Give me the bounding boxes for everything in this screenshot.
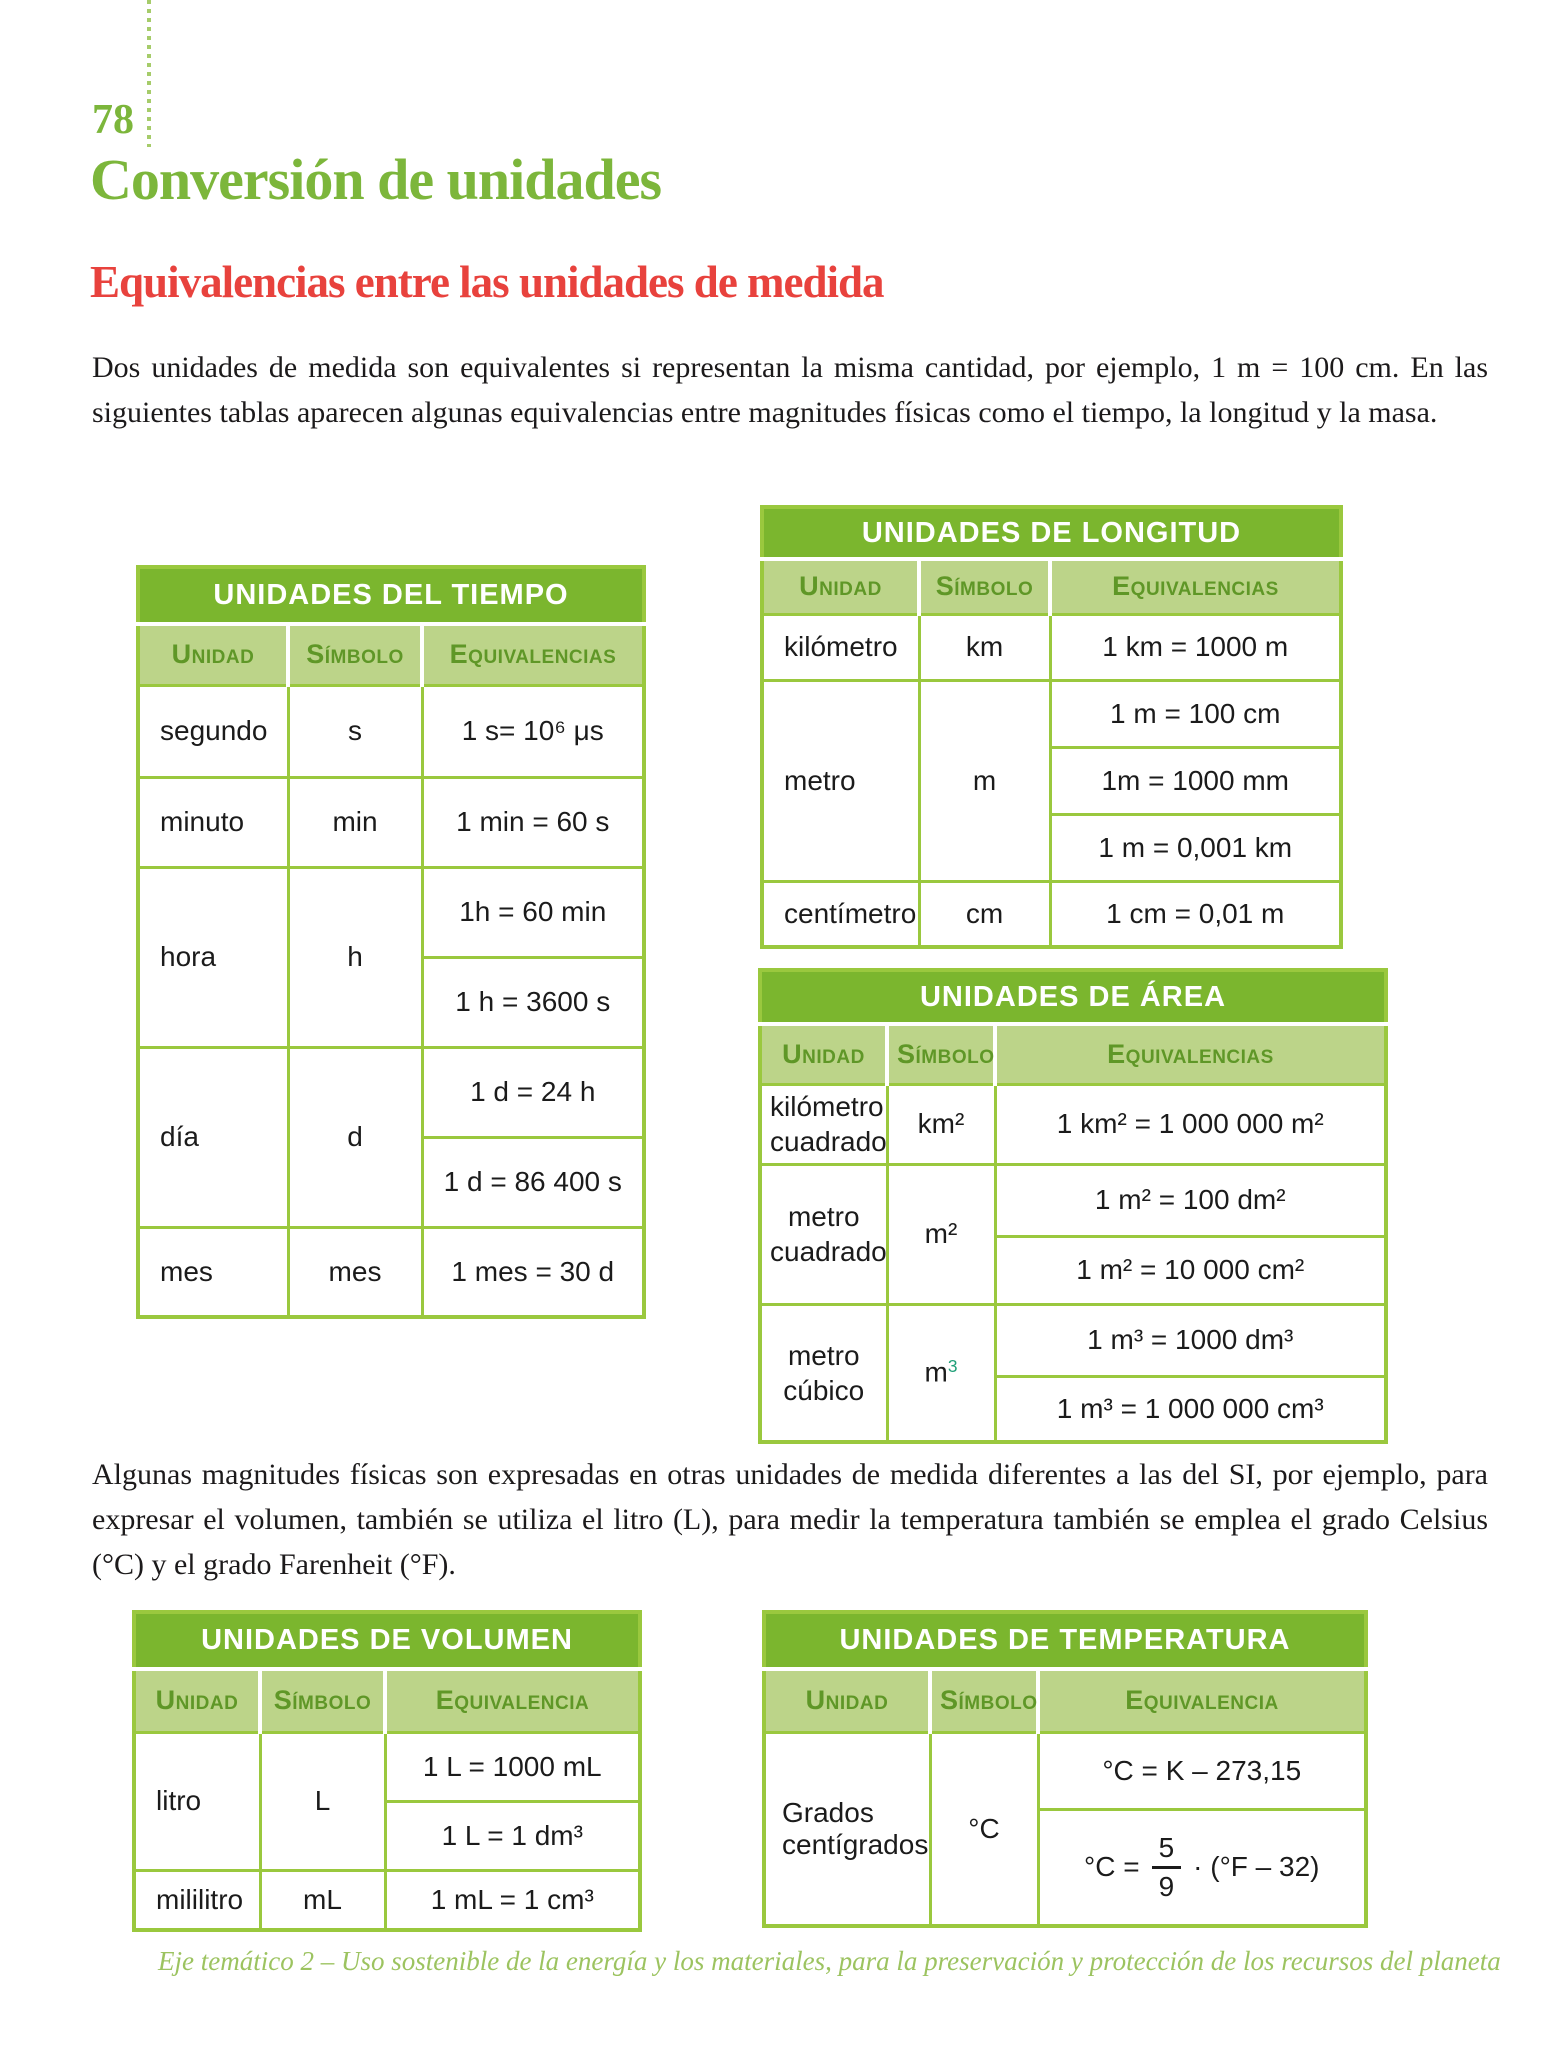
cell-equivalencia: 1 km = 1000 m xyxy=(1050,614,1341,680)
cell-unidad: litro xyxy=(134,1732,260,1870)
col-header-simbolo: Símbolo xyxy=(288,624,422,685)
cell-simbolo: mes xyxy=(288,1227,422,1317)
table-title: UNIDADES DEL TIEMPO xyxy=(138,567,644,624)
cell-unidad: kilómetro xyxy=(762,614,919,680)
cell-equivalencia: 1 m = 0,001 km xyxy=(1050,814,1341,881)
col-header-simbolo: Símbolo xyxy=(887,1024,995,1084)
cell-simbolo: km xyxy=(919,614,1050,680)
cell-unidad: día xyxy=(138,1047,288,1227)
cell-equivalencia: 1 L = 1 dm³ xyxy=(385,1801,640,1870)
cell-simbolo: km² xyxy=(887,1084,995,1164)
cell-equivalencia: 1 L = 1000 mL xyxy=(385,1732,640,1801)
cell-unidad: metro xyxy=(762,680,919,881)
col-header-unidad: Unidad xyxy=(138,624,288,685)
cell-simbolo: m² xyxy=(887,1164,995,1304)
fraction-denominator: 9 xyxy=(1158,1870,1175,1902)
cell-unidad: metro cuadrado xyxy=(760,1164,887,1304)
col-header-equivalencias: Equivalencias xyxy=(422,624,644,685)
formula-suffix: · (°F – 32) xyxy=(1193,1851,1320,1883)
fraction-five-ninths xyxy=(1152,1833,1182,1901)
cell-unidad: hora xyxy=(138,867,288,1047)
cell-equivalencia: 1 d = 24 h xyxy=(422,1047,644,1137)
col-header-equivalencia: Equivalencia xyxy=(385,1669,640,1732)
col-header-unidad: Unidad xyxy=(760,1024,887,1084)
table-unidades-de-temperatura xyxy=(762,1610,1368,1928)
note-paragraph: Algunas magnitudes físicas son expresadas en otras unidades de medida diferentes a las del SI, por ejemplo, para expresar el volumen, también se utiliza el litro (L), para medir la temperatura también se emplea el grado Celsius (°C) y el grado Farenheit (°F). xyxy=(92,1458,1488,1581)
cell-simbolo: cm xyxy=(919,881,1050,947)
col-header-simbolo: Símbolo xyxy=(260,1669,385,1732)
cell-unidad: mes xyxy=(138,1227,288,1317)
table-unidades-del-tiempo xyxy=(136,565,646,1319)
cell-unidad: kilómetro cuadrado xyxy=(760,1084,887,1164)
col-header-unidad: Unidad xyxy=(764,1669,930,1732)
cell-simbolo: h xyxy=(288,867,422,1047)
intro-paragraph: Dos unidades de medida son equivalentes si representan la misma cantidad, por ejemplo, 1 m = 100 cm. En las siguientes tablas aparecen algunas equivalencias entre magnitudes físicas como el tiempo, la longitud y la masa. xyxy=(92,351,1488,429)
cell-equivalencia: 1m = 1000 mm xyxy=(1050,747,1341,814)
table-title: UNIDADES DE VOLUMEN xyxy=(134,1612,640,1669)
cell-equivalencia: 1 d = 86 400 s xyxy=(422,1137,644,1227)
cell-equivalencia: 1 km² = 1 000 000 m² xyxy=(995,1084,1386,1164)
page-number: 78 xyxy=(92,97,134,143)
cell-equivalencia: 1 m³ = 1000 dm³ xyxy=(995,1304,1386,1376)
cell-equivalencia: 1 s= 10⁶ μs xyxy=(422,685,644,777)
col-header-unidad: Unidad xyxy=(134,1669,260,1732)
cell-equivalencia: 1h = 60 min xyxy=(422,867,644,957)
cell-equivalencia: 1 mes = 30 d xyxy=(422,1227,644,1317)
cell-equivalencia: 1 h = 3600 s xyxy=(422,957,644,1047)
symbol-base: m xyxy=(924,1357,948,1389)
cell-unidad: mililitro xyxy=(134,1870,260,1930)
col-header-equivalencias: Equivalencias xyxy=(995,1024,1386,1084)
table-unidades-de-longitud xyxy=(760,505,1343,949)
cell-unidad: minuto xyxy=(138,777,288,867)
cell-equivalencia: 1 cm = 0,01 m xyxy=(1050,881,1341,947)
cell-unidad: Grados centígrados xyxy=(764,1732,930,1926)
cell-simbolo: s xyxy=(288,685,422,777)
section-subtitle: Equivalencias entre las unidades de medida xyxy=(90,257,884,307)
cell-equivalencia: 1 mL = 1 cm³ xyxy=(385,1870,640,1930)
cell-equivalencia: 1 m² = 10 000 cm² xyxy=(995,1236,1386,1304)
cell-simbolo: m xyxy=(919,680,1050,881)
cell-unidad: metro cúbico xyxy=(760,1304,887,1442)
celsius-fahrenheit-formula xyxy=(1084,1833,1319,1901)
col-header-simbolo: Símbolo xyxy=(919,559,1050,614)
page-title: Conversión de unidades xyxy=(90,147,662,212)
cell-simbolo: mL xyxy=(260,1870,385,1930)
cell-equivalencia: 1 m³ = 1 000 000 cm³ xyxy=(995,1376,1386,1442)
formula-prefix: °C = xyxy=(1084,1851,1140,1883)
col-header-simbolo: Símbolo xyxy=(930,1669,1038,1732)
table-unidades-de-volumen xyxy=(132,1610,642,1932)
cell-simbolo: °C xyxy=(930,1732,1038,1926)
footer-note: Eje temático 2 – Uso sostenible de la energía y los materiales, para la preservación y protección de los recursos del planeta xyxy=(158,1946,1501,1976)
table-title: UNIDADES DE ÁREA xyxy=(760,970,1386,1024)
cell-equivalencia-formula xyxy=(1038,1809,1366,1926)
symbol-superscript: 3 xyxy=(947,1356,958,1377)
table-title: UNIDADES DE LONGITUD xyxy=(762,507,1341,559)
cell-simbolo: min xyxy=(288,777,422,867)
col-header-equivalencia: Equivalencia xyxy=(1038,1669,1366,1732)
table-unidades-de-area xyxy=(758,968,1388,1444)
col-header-unidad: Unidad xyxy=(762,559,919,614)
cell-simbolo: L xyxy=(260,1732,385,1870)
fraction-numerator: 5 xyxy=(1152,1833,1182,1868)
cell-equivalencia: 1 min = 60 s xyxy=(422,777,644,867)
cell-unidad: centímetro xyxy=(762,881,919,947)
cell-equivalencia: 1 m² = 100 dm² xyxy=(995,1164,1386,1236)
table-title: UNIDADES DE TEMPERATURA xyxy=(764,1612,1366,1669)
cell-equivalencia: °C = K – 273,15 xyxy=(1038,1732,1366,1809)
col-header-equivalencias: Equivalencias xyxy=(1050,559,1341,614)
dotted-separator xyxy=(147,0,151,147)
cell-unidad: segundo xyxy=(138,685,288,777)
cell-simbolo: d xyxy=(288,1047,422,1227)
cell-equivalencia: 1 m = 100 cm xyxy=(1050,680,1341,747)
cell-simbolo-metro-cubico xyxy=(887,1304,995,1442)
